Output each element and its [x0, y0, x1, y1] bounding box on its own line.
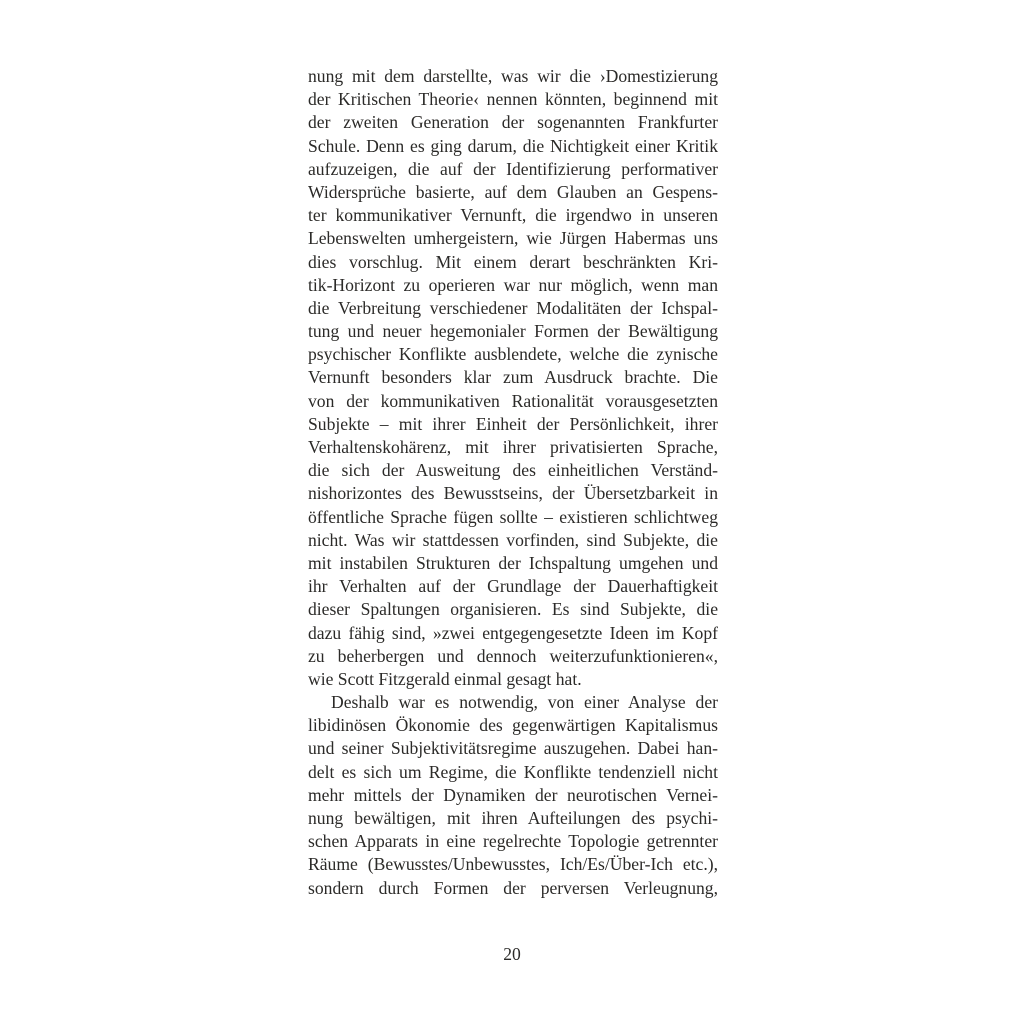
text-line: tung und neuer hegemonialer Formen der Bewältigung [308, 321, 718, 342]
text-line: nung mit dem darstellte, was wir die ›Domestizierung [308, 66, 718, 86]
text-line: ihr Verhalten auf der Grundlage der Dauerhaftigkeit [308, 576, 718, 597]
text-line: die Verbreitung verschiedener Modalitäten der Ichspal- [308, 297, 718, 318]
text-line: Widersprüche basierte, auf dem Glauben an Gespens- [308, 181, 718, 202]
text-line: Schule. Denn es ging darum, die Nichtigkeit einer Kritik [308, 135, 718, 156]
text-line: der zweiten Generation der sogenannten Frankfurter [308, 112, 718, 133]
text-line: Lebenswelten umhergeistern, wie Jürgen Habermas uns [308, 228, 718, 249]
text-line: delt es sich um Regime, die Konflikte tendenziell nicht [308, 761, 718, 782]
text-line: dies vorschlug. Mit einem derart beschränkten Kri- [308, 251, 718, 272]
text-line: Vernunft besonders klar zum Ausdruck brachte. Die [308, 367, 718, 388]
text-line: Verhaltenskohärenz, mit ihrer privatisierten Sprache, [308, 437, 718, 457]
text-line: ter kommunikativer Vernunft, die irgendwo in unseren [308, 205, 718, 226]
text-line: Subjekte – mit ihrer Einheit der Persönlichkeit, ihrer [308, 413, 718, 434]
text-line: Räume (Bewusstes/Unbewusstes, Ich/Es/Über-Ich etc.), [308, 854, 718, 875]
text-line: tik-Horizont zu operieren war nur möglich, wenn man [308, 274, 718, 295]
text-line: aufzuzeigen, die auf der Identifizierung performativer [308, 158, 718, 179]
text-line: mit instabilen Strukturen der Ichspaltung umgehen und [308, 552, 718, 573]
body-text [308, 65, 718, 900]
text-line: der Kritischen Theorie‹ nennen könnten, beginnend mit [308, 89, 718, 110]
text-line: nung bewältigen, mit ihren Aufteilungen des psychi- [308, 808, 718, 828]
page-number: 20 [503, 944, 521, 964]
text-line: von der kommunikativen Rationalität vorausgesetzten [308, 390, 718, 411]
text-line: mehr mittels der Dynamiken der neurotischen Vernei- [308, 784, 718, 805]
text-line: schen Apparats in eine regelrechte Topologie getrennter [308, 831, 718, 852]
text-line: nicht. Was wir stattdessen vorfinden, sind Subjekte, die [308, 529, 718, 550]
paragraph-end-line: wie Scott Fitzgerald einmal gesagt hat. [308, 668, 582, 689]
text-line: sondern durch Formen der perversen Verleugnung, [308, 877, 718, 898]
text-line: dieser Spaltungen organisieren. Es sind Subjekte, die [308, 599, 718, 620]
paragraph-start-line: Deshalb war es notwendig, von einer Analyse der [331, 692, 718, 713]
text-line: nishorizontes des Bewusstseins, der Übersetzbarkeit in [308, 483, 718, 504]
text-line: öffentliche Sprache fügen sollte – existieren schlichtweg [308, 506, 718, 527]
text-line: libidinösen Ökonomie des gegenwärtigen Kapitalismus [308, 715, 718, 736]
text-line: psychischer Konflikte ausblendete, welche die zynische [308, 344, 718, 365]
text-line: dazu fähig sind, »zwei entgegengesetzte Ideen im Kopf [308, 622, 718, 643]
text-line: zu beherbergen und dennoch weiterzufunktionieren«, [308, 645, 718, 666]
text-line: die sich der Ausweitung des einheitlichen Verständ- [308, 460, 718, 481]
text-line: und seiner Subjektivitätsregime auszugehen. Dabei han- [308, 738, 718, 759]
